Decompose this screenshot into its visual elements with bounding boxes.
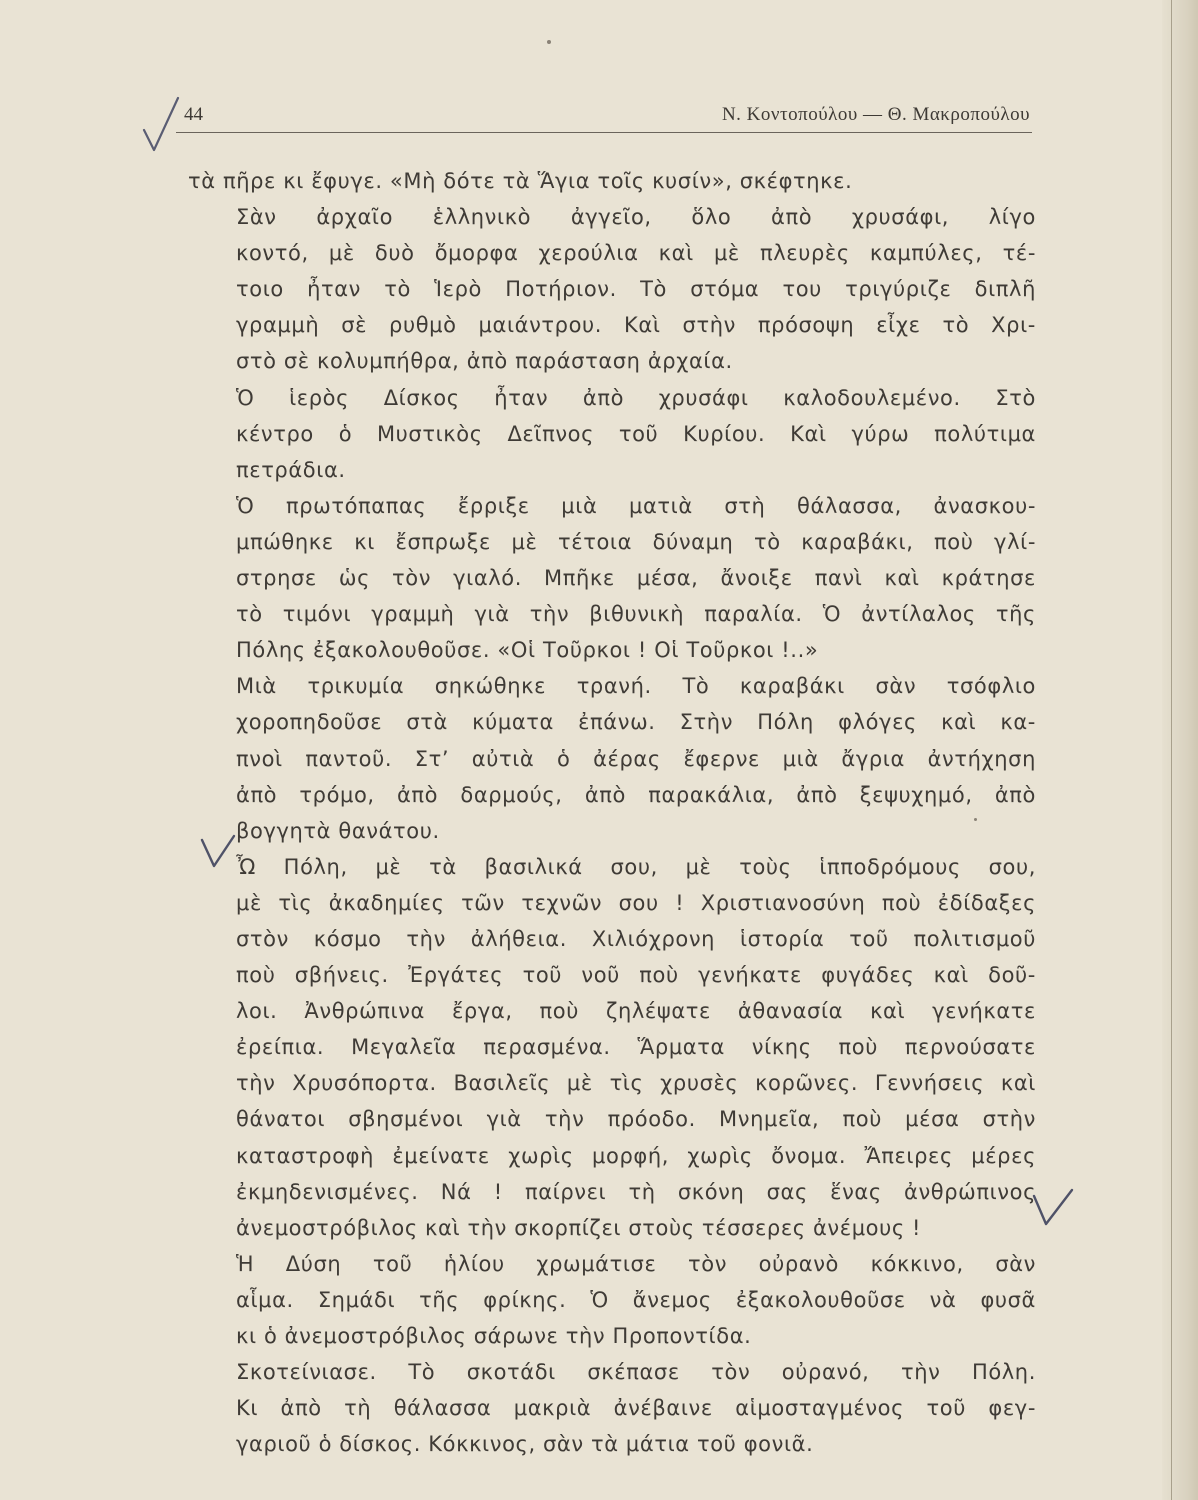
text-line: τὴν Χρυσόπορτα. Βασιλεῖς μὲ τὶς χρυσὲς κορῶνες. Γεννήσεις καὶ xyxy=(236,1071,1036,1096)
check-mark-icon xyxy=(1030,1186,1076,1230)
paragraph xyxy=(188,1354,1036,1462)
text-line: λοι. Ἀνθρώπινα ἔργα, ποὺ ζηλέψατε ἀθανασία καὶ γενήκατε xyxy=(236,999,1036,1024)
text-line: μὲ τὶς ἀκαδημίες τῶν τεχνῶν σου ! Χριστιανοσύνη ποὺ ἐδίδαξες xyxy=(236,890,1036,915)
page-edge-line xyxy=(1171,0,1172,1500)
text-line: στὸν κόσμο τὴν ἀλήθεια. Χιλιόχρονη ἱστορία τοῦ πολιτισμοῦ xyxy=(236,926,1036,951)
text-line: πετράδια. xyxy=(236,457,346,482)
text-line: χοροπηδοῦσε στὰ κύματα ἐπάνω. Στὴν Πόλη φλόγες καὶ κα- xyxy=(236,710,1036,735)
running-head: Ν. Κοντοπούλου — Θ. Μακροπούλου xyxy=(721,104,1030,125)
text-line: αἷμα. Σημάδι τῆς φρίκης. Ὁ ἄνεμος ἐξακολουθοῦσε νὰ φυσᾶ xyxy=(236,1287,1036,1312)
page-number: 44 xyxy=(184,104,203,125)
text-line: ἀνεμοστρόβιλος καὶ τὴν σκορπίζει στοὺς τέσσερες ἀνέμους ! xyxy=(236,1215,922,1240)
text-line: καταστροφὴ ἐμείνατε χωρὶς μορφή, χωρὶς ὄνομα. Ἄπειρες μέρες xyxy=(236,1143,1036,1168)
text-line: τὸ τιμόνι γραμμὴ γιὰ τὴν βιθυνικὴ παραλία. Ὁ ἀντίλαλος τῆς xyxy=(236,602,1036,627)
text-line: βογγητὰ θανάτου. xyxy=(236,818,440,843)
text-line: στρησε ὡς τὸν γιαλό. Μπῆκε μέσα, ἄνοιξε πανὶ καὶ κράτησε xyxy=(236,566,1036,591)
header-rule xyxy=(176,132,1032,133)
text-line: γραμμὴ σὲ ρυθμὸ μαιάντρου. Καὶ στὴν πρόσοψη εἶχε τὸ Χρι- xyxy=(236,313,1036,338)
text-line: πνοὶ παντοῦ. Στ’ αὐτιὰ ὁ ἀέρας ἔφερνε μιὰ ἄγρια ἀντήχηση xyxy=(236,746,1036,771)
paragraph xyxy=(188,163,1036,199)
text-line: τοιο ἦταν τὸ Ἱερὸ Ποτήριον. Τὸ στόμα του τριγύριζε διπλῆ xyxy=(236,277,1036,302)
paragraph xyxy=(188,488,1036,668)
text-line: Μιὰ τρικυμία σηκώθηκε τρανή. Τὸ καραβάκι σὰν τσόφλιο xyxy=(236,674,1036,699)
paragraph xyxy=(188,1246,1036,1354)
text-line: ἐκμηδενισμένες. Νά ! παίρνει τὴ σκόνη σας ἕνας ἀνθρώπινος xyxy=(236,1179,1036,1204)
paragraph xyxy=(188,849,1036,1246)
text-line: κι ὁ ἀνεμοστρόβιλος σάρωνε τὴν Προποντίδα. xyxy=(236,1324,752,1348)
text-line: Πόλης ἐξακολουθοῦσε. «Οἱ Τοῦρκοι ! Οἱ Τοῦρκοι !..» xyxy=(236,638,819,663)
text-line: ἐρείπια. Μεγαλεῖα περασμένα. Ἅρματα νίκης ποὺ περνούσατε xyxy=(236,1035,1036,1060)
text-line: κοντό, μὲ δυὸ ὄμορφα χερούλια καὶ μὲ πλευρὲς καμπύλες, τέ- xyxy=(236,241,1036,266)
body-text xyxy=(188,163,1036,1462)
text-line: Σὰν ἀρχαῖο ἑλληνικὸ ἀγγεῖο, ὅλο ἀπὸ χρυσάφι, λίγο xyxy=(236,205,1036,230)
text-line: ἀπὸ τρόμο, ἀπὸ δαρμούς, ἀπὸ παρακάλια, ἀπὸ ξεψυχημό, ἀπὸ xyxy=(236,782,1036,807)
paragraph xyxy=(188,668,1036,848)
text-line: Κι ἀπὸ τὴ θάλασσα μακριὰ ἀνέβαινε αἱμοσταγμένος τοῦ φεγ- xyxy=(236,1396,1036,1421)
text-line: Ὁ ἱερὸς Δίσκος ἦταν ἀπὸ χρυσάφι καλοδουλεμένο. Στὸ xyxy=(236,385,1036,410)
page-header xyxy=(176,96,1036,136)
text-line: στὸ σὲ κολυμπήθρα, ἀπὸ παράσταση ἀρχαία. xyxy=(236,349,733,374)
text-line: μπώθηκε κι ἔσπρωξε μὲ τέτοια δύναμη τὸ καραβάκι, ποὺ γλί- xyxy=(236,529,1036,554)
page-edge-shadow xyxy=(1162,0,1198,1500)
text-line: Ὁ πρωτόπαπας ἔρριξε μιὰ ματιὰ στὴ θάλασσα, ἀνασκου- xyxy=(236,493,1036,518)
paragraph xyxy=(188,199,1036,379)
text-line: Ἡ Δύση τοῦ ἡλίου χρωμάτισε τὸν οὐρανὸ κόκκινο, σὰν xyxy=(236,1251,1036,1276)
paper-speck xyxy=(547,40,551,44)
text-line: κέντρο ὁ Μυστικὸς Δεῖπνος τοῦ Κυρίου. Καὶ γύρω πολύτιμα xyxy=(236,421,1036,446)
text-line: θάνατοι σβησμένοι γιὰ τὴν πρόοδο. Μνημεῖα, ποὺ μέσα στὴν xyxy=(236,1107,1036,1132)
text-line: ποὺ σβήνεις. Ἐργάτες τοῦ νοῦ ποὺ γενήκατε φυγάδες καὶ δοῦ- xyxy=(236,963,1036,988)
text-line: Ὦ Πόλη, μὲ τὰ βασιλικά σου, μὲ τοὺς ἱπποδρόμους σου, xyxy=(236,854,1036,879)
text-line: γαριοῦ ὁ δίσκος. Κόκκινος, σὰν τὰ μάτια τοῦ φονιᾶ. xyxy=(236,1432,814,1457)
paragraph xyxy=(188,380,1036,488)
text-line: τὰ πῆρε κι ἔφυγε. «Μὴ δότε τὰ Ἅγια τοῖς κυσίν», σκέφτηκε. xyxy=(188,169,853,193)
text-line: Σκοτείνιασε. Τὸ σκοτάδι σκέπασε τὸν οὐρανό, τὴν Πόλη. xyxy=(236,1360,1036,1385)
